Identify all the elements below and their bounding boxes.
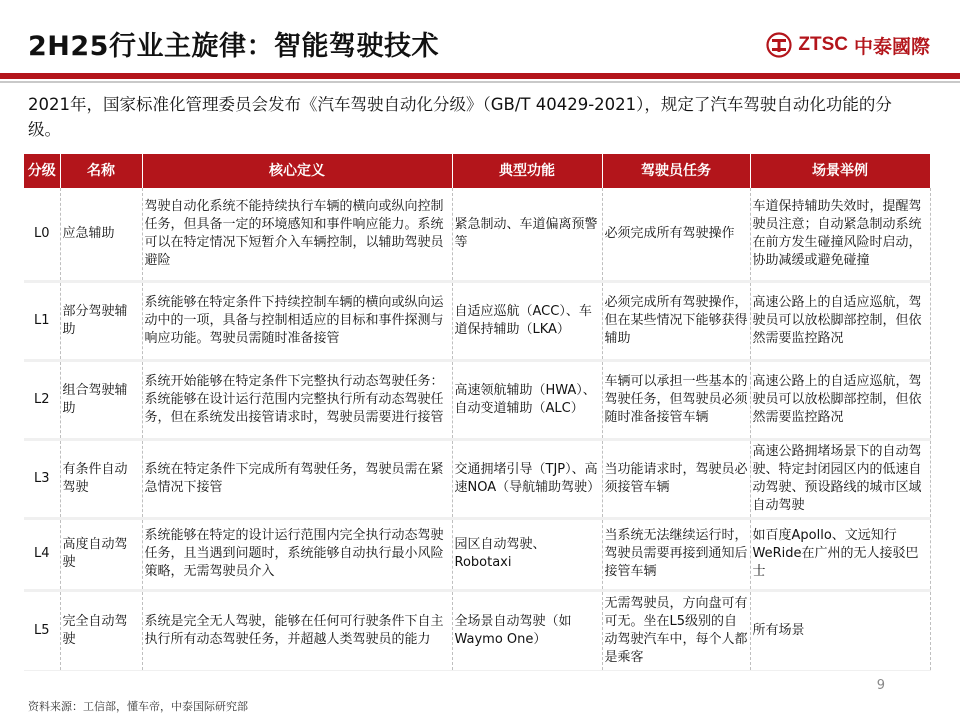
functions-cell: 自适应巡航（ACC）、车道保持辅助（LKA） bbox=[452, 281, 602, 360]
header-definition: 核心定义 bbox=[142, 154, 452, 188]
driver-task-cell: 必须完成所有驾驶操作，但在某些情况下能够获得辅助 bbox=[602, 281, 750, 360]
driver-task-cell: 当功能请求时，驾驶员必须接管车辆 bbox=[602, 439, 750, 518]
source-note: 资料来源：工信部，懂车帝，中泰国际研究部 bbox=[28, 700, 248, 713]
driver-task-cell: 必须完成所有驾驶操作 bbox=[602, 188, 750, 281]
name-cell: 组合驾驶辅助 bbox=[60, 360, 142, 439]
functions-cell: 全场景自动驾驶（如Waymo One） bbox=[452, 590, 602, 670]
table-row bbox=[24, 439, 930, 518]
company-logo bbox=[766, 28, 930, 62]
table-row bbox=[24, 281, 930, 360]
table-row bbox=[24, 518, 930, 590]
page-title: 2H25行业主旋律：智能驾驶技术 bbox=[28, 31, 439, 62]
level-cell: L4 bbox=[24, 518, 60, 590]
definition-cell: 驾驶自动化系统不能持续执行车辆的横向或纵向控制任务，但具备一定的环境感知和事件响应能力。系统可以在特定情况下短暂介入车辆控制，以辅助驾驶员避险 bbox=[142, 188, 452, 281]
scenario-cell: 高速公路上的自适应巡航，驾驶员可以放松脚部控制，但依然需要监控路况 bbox=[750, 281, 930, 360]
autonomy-levels-table bbox=[24, 154, 931, 671]
level-cell: L3 bbox=[24, 439, 60, 518]
header-functions: 典型功能 bbox=[452, 154, 602, 188]
functions-cell: 园区自动驾驶、Robotaxi bbox=[452, 518, 602, 590]
scenario-cell: 高速公路拥堵场景下的自动驾驶、特定封闭园区内的低速自动驾驶、预设路线的城市区域自动驾驶 bbox=[750, 439, 930, 518]
driver-task-cell: 当系统无法继续运行时，驾驶员需要再接到通知后接管车辆 bbox=[602, 518, 750, 590]
ztsc-logo-icon bbox=[766, 32, 792, 58]
table-header-row bbox=[24, 154, 930, 188]
definition-cell: 系统在特定条件下完成所有驾驶任务，驾驶员需在紧急情况下接管 bbox=[142, 439, 452, 518]
header-divider bbox=[0, 73, 960, 79]
table-row bbox=[24, 360, 930, 439]
level-cell: L5 bbox=[24, 590, 60, 670]
scenario-cell: 车道保持辅助失效时，提醒驾驶员注意；自动紧急制动系统在前方发生碰撞风险时启动，协助减缓或避免碰撞 bbox=[750, 188, 930, 281]
table-row bbox=[24, 188, 930, 281]
definition-cell: 系统能够在特定的设计运行范围内完全执行动态驾驶任务，且当遇到问题时，系统能够自动执行最小风险策略，无需驾驶员介入 bbox=[142, 518, 452, 590]
page-number: 9 bbox=[876, 678, 885, 693]
name-cell: 应急辅助 bbox=[60, 188, 142, 281]
header-scenario: 场景举例 bbox=[750, 154, 930, 188]
logo-text-en: ZTSC bbox=[798, 34, 848, 55]
definition-cell: 系统开始能够在特定条件下完整执行动态驾驶任务：系统能够在设计运行范围内完整执行所有动态驾驶任务，但在系统发出接管请求时，驾驶员需要进行接管 bbox=[142, 360, 452, 439]
driver-task-cell: 车辆可以承担一些基本的驾驶任务，但驾驶员必须随时准备接管车辆 bbox=[602, 360, 750, 439]
name-cell: 完全自动驾驶 bbox=[60, 590, 142, 670]
header-name: 名称 bbox=[60, 154, 142, 188]
scenario-cell: 高速公路上的自适应巡航，驾驶员可以放松脚部控制，但依然需要监控路况 bbox=[750, 360, 930, 439]
header-level: 分级 bbox=[24, 154, 60, 188]
name-cell: 有条件自动驾驶 bbox=[60, 439, 142, 518]
definition-cell: 系统是完全无人驾驶，能够在任何可行驶条件下自主执行所有动态驾驶任务，并超越人类驾驶员的能力 bbox=[142, 590, 452, 670]
header-driver-task: 驾驶员任务 bbox=[602, 154, 750, 188]
logo-text-cn: 中泰國際 bbox=[853, 35, 930, 58]
functions-cell: 交通拥堵引导（TJP）、高速NOA（导航辅助驾驶） bbox=[452, 439, 602, 518]
header-divider-thin bbox=[0, 81, 960, 83]
level-cell: L0 bbox=[24, 188, 60, 281]
level-cell: L1 bbox=[24, 281, 60, 360]
functions-cell: 高速领航辅助（HWA）、自动变道辅助（ALC） bbox=[452, 360, 602, 439]
scenario-cell: 所有场景 bbox=[750, 590, 930, 670]
table-row bbox=[24, 590, 930, 670]
scenario-cell: 如百度Apollo、文远知行WeRide在广州的无人接驳巴士 bbox=[750, 518, 930, 590]
level-cell: L2 bbox=[24, 360, 60, 439]
name-cell: 部分驾驶辅助 bbox=[60, 281, 142, 360]
name-cell: 高度自动驾驶 bbox=[60, 518, 142, 590]
functions-cell: 紧急制动、车道偏离预警等 bbox=[452, 188, 602, 281]
definition-cell: 系统能够在特定条件下持续控制车辆的横向或纵向运动中的一项，具备与控制相适应的目标和事件探测与响应功能。驾驶员需随时准备接管 bbox=[142, 281, 452, 360]
driver-task-cell: 无需驾驶员，方向盘可有可无。坐在L5级别的自动驾驶汽车中，每个人都是乘客 bbox=[602, 590, 750, 670]
intro-paragraph: 2021年，国家标准化管理委员会发布《汽车驾驶自动化分级》（GB/T 40429-2021），规定了汽车驾驶自动化功能的分级。 bbox=[28, 95, 892, 139]
